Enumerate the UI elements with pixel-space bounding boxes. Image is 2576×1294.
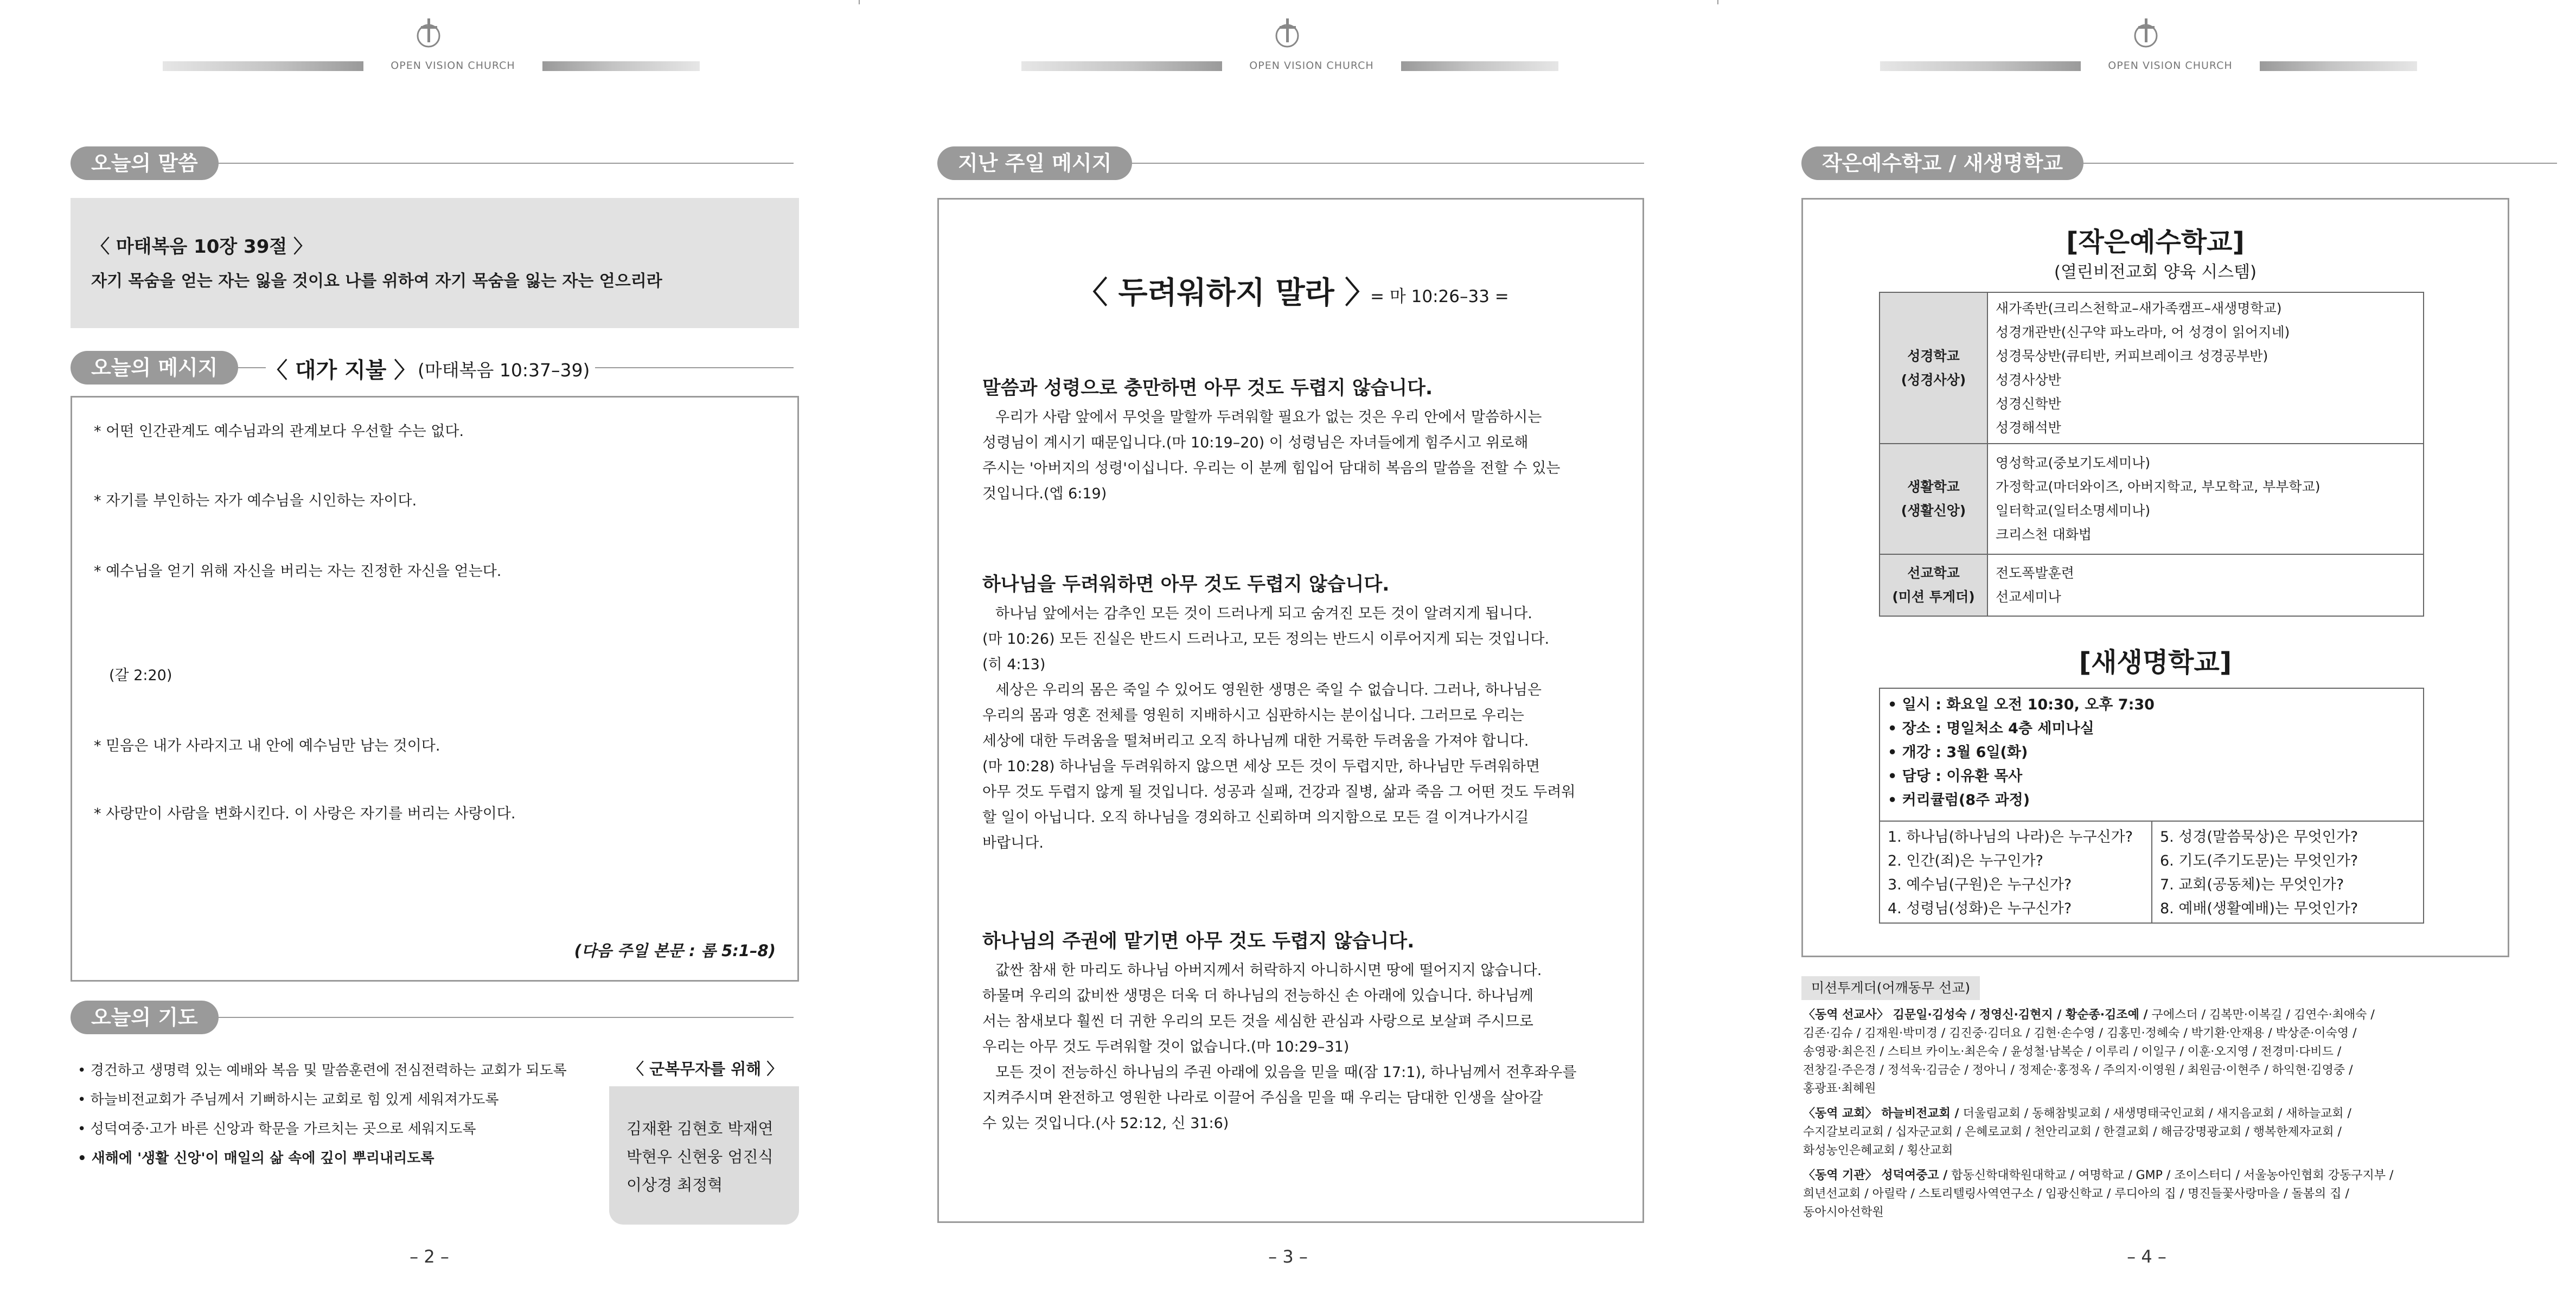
church-logo-icon [2133, 16, 2160, 52]
school-name: 선교학교 [1907, 565, 1960, 581]
school2-box [1879, 688, 2424, 924]
mission-line: 김존·김슈 / 김재원·박미경 / 김진중·김더요 / 김현·손수영 / 김홍민·정혜숙 / 박기환·안재용 / 박상준·이숙영 / [1803, 1027, 2357, 1040]
message-reference: (마태복음 10:37–39) [418, 356, 595, 382]
paragraph-line: 것입니다.(엡 6:19) [982, 485, 1107, 502]
header-bar-right [542, 61, 700, 71]
school-item: 일터학교(일터소명세미나) [1996, 503, 2151, 518]
curriculum-column-divider [2151, 821, 2152, 923]
mission-header [1801, 976, 2509, 1000]
school-name-sub: (미션 투게더) [1892, 589, 1975, 605]
header-bar-left [1021, 61, 1222, 71]
message-point: * 자기를 부인하는 자가 예수님을 시인하는 자이다. [94, 492, 417, 509]
school2-title: [새생명학교] [2079, 647, 2232, 678]
message-box [71, 396, 799, 982]
mission-line: 동아시아선학원 [1803, 1206, 1884, 1219]
school-item: 성경묵상반(큐티반, 커피브레이크 성경공부반) [1996, 348, 2268, 364]
curriculum-item: 3. 예수님(구원)은 누구신가? [1888, 876, 2072, 893]
sermon-reference: = 마 10:26–33 = [1370, 287, 1509, 306]
school-item: 영성학교(중보기도세미나) [1996, 455, 2151, 471]
paragraph-line: 우리의 몸과 영혼 전체를 영원히 지배하시고 심판하시는 분이십니다. 그러므로 우리는 [982, 707, 1524, 724]
mission-group-label: 〈동역 기관〉 성덕여중고 / [1803, 1169, 1948, 1182]
verse-box [71, 198, 799, 328]
mission-group-label: 〈동역 선교사〉 김문일·김성숙 / 정영신·김현지 / 황순종·김조예 / [1803, 1008, 2148, 1022]
paragraph-line: 할 일이 아닙니다. 오직 하나님을 경외하고 신뢰하며 의지함으로 모든 걸 이겨나가시길 [982, 809, 1529, 826]
sermon-heading-2: 하나님을 두려워하면 아무 것도 두렵지 않습니다. [982, 574, 1390, 595]
prayer-item: • 경건하고 생명력 있는 예배와 복음 및 말씀훈련에 전심전력하는 교회가 되도록 [78, 1062, 567, 1079]
mission-line: 송영광·최은진 / 스티브 카이노·최은숙 / 윤성철·남복순 / 이루리 / 이일구 / 이훈·오지영 / 전경미·다비드 / [1803, 1045, 2342, 1059]
header-bar-left [163, 61, 363, 71]
page-header [1717, 16, 2576, 76]
sermon-paragraph-1 [982, 405, 1606, 507]
military-names: 김재환 김현호 박재연 [627, 1119, 774, 1138]
page-number: – 3 – [1268, 1246, 1308, 1267]
sermon-box [937, 198, 1644, 1223]
curriculum-item: 5. 성경(말씀묵상)은 무엇인가? [2160, 829, 2358, 845]
school-name: 성경학교 [1907, 348, 1960, 364]
curriculum-left [1888, 825, 2133, 921]
school-item: 크리스천 대화법 [1996, 527, 2092, 542]
page-2 [0, 0, 859, 1294]
word-section-header [71, 146, 794, 180]
paragraph-line: 지켜주시며 완전하고 영원한 나라로 이끌어 주심을 믿을 때 우리는 담대한 인생을 살아갈 [982, 1090, 1543, 1106]
info-item: • 개강 : 3월 6일(화) [1888, 744, 2028, 761]
school-name: 생활학교 [1907, 479, 1960, 495]
prayer-section-header [71, 1001, 794, 1034]
schools-box [1801, 198, 2509, 957]
mission-line: 전창길·주은경 / 정석욱·김금순 / 정아니 / 정제순·홍정옥 / 주의지·이영원 / 최원금·이현주 / 하익현·김영중 / [1803, 1064, 2353, 1077]
school-name-cell [1880, 292, 1987, 444]
school1-subtitle: (열린비전교회 양육 시스템) [2054, 262, 2257, 282]
paragraph-line: (히 4:13) [982, 656, 1046, 673]
school-item: 성경해석반 [1996, 419, 2061, 435]
school-name-sub: (생활신앙) [1901, 503, 1966, 518]
mission-group-line [1803, 1006, 2508, 1024]
school-item: 성경사상반 [1996, 371, 2061, 388]
mission-line: 희년선교회 / 아릴락 / 스토리텔링사역연구소 / 임광신학교 / 루디아의 집 / 명진들꽃사랑마을 / 돌봄의 집 / [1803, 1187, 2349, 1201]
mission-group-line [1803, 1105, 2508, 1123]
paragraph-line: 서는 참새보다 훨씬 더 귀한 우리의 모든 것을 세심한 관심과 사랑으로 보살펴 주시므로 [982, 1013, 1533, 1030]
school-item: 전도폭발훈련 [1996, 565, 2074, 581]
message-section-header [71, 351, 794, 385]
mission-title: 미션투게더(어깨동무 선교) [1801, 976, 1980, 1000]
schools-section-header [1801, 146, 2557, 180]
paragraph-line: 주시는 '아버지의 성령'이십니다. 우리는 이 분께 힘입어 담대히 복음의 말씀을 전할 수 있는 [982, 460, 1561, 477]
paragraph-line: (마 10:26) 모든 진실은 반드시 드러나고, 모든 정의는 반드시 이루어지게 되는 것입니다. [982, 631, 1550, 648]
sermon-section-header [937, 146, 1644, 180]
mission-line: 합동신학대학원대학교 / 여명학교 / GMP / 조이스터디 / 서울농아인협회 강동구지부 / [1951, 1169, 2394, 1182]
paragraph-line: 하나님 앞에서는 감추인 모든 것이 드러나게 되고 숨겨진 모든 것이 알려지게 됩니다. [995, 605, 1532, 622]
church-name: OPEN VISION CHURCH [1249, 60, 1374, 72]
mission-group-label: 〈동역 교회〉 하늘비전교회 / [1803, 1107, 1959, 1120]
page-number: – 2 – [410, 1246, 449, 1267]
school-item: 새가족반(크리스천학교–새가족캠프–새생명학교) [1996, 300, 2282, 316]
message-point: * 사랑만이 사람을 변화시킨다. 이 사랑은 자기를 버리는 사랑이다. [94, 805, 516, 822]
paragraph-line: 세상은 우리의 몸은 죽일 수 있어도 영원한 생명은 죽일 수 없습니다. 그러나, 하나님은 [995, 682, 1542, 699]
paragraph-line: 성령님이 계시기 때문입니다.(마 10:19–20) 이 성령님은 자녀들에게 힘주시고 위로해 [982, 434, 1529, 451]
military-names: 이상경 최정혁 [627, 1176, 723, 1194]
mission-line: 더울림교회 / 동해참빛교회 / 새생명태국인교회 / 새지음교회 / 새하늘교회 / [1963, 1107, 2351, 1120]
school1-title: [작은예수학교] [2066, 227, 2245, 258]
message-point: * 믿음은 내가 사라지고 내 안에 예수님만 남는 것이다. [94, 738, 440, 754]
church-logo-icon [1274, 16, 1301, 52]
school-items-cell [1987, 444, 2424, 554]
next-week-reference: (다음 주일 본문 : 롬 5:1–8) [574, 941, 776, 960]
page-header [859, 16, 1717, 76]
school1-table [1879, 292, 2424, 617]
sermon-paragraph-3 [982, 958, 1606, 1136]
paragraph-line: 세상에 대한 두려움을 떨쳐버리고 오직 하나님께 대한 거룩한 두려움을 가져야 합니다. [982, 733, 1529, 750]
info-item: • 장소 : 명일처소 4층 세미나실 [1888, 720, 2094, 737]
section-title: 작은예수학교 / 새생명학교 [1801, 146, 2083, 180]
mission-list [1803, 1006, 2508, 1222]
table-row [1880, 444, 2424, 554]
crop-mark [859, 0, 860, 4]
curriculum-item: 1. 하나님(하나님의 나라)은 누구신가? [1888, 829, 2133, 845]
table-row [1880, 292, 2424, 444]
mission-line: 구에스더 / 김복만·이복길 / 김연수·최애숙 / [2151, 1008, 2375, 1022]
mission-line: 수지갈보리교회 / 십자군교회 / 은혜로교회 / 천안리교회 / 한결교회 / 해금강명광교회 / 행복한제자교회 / [1803, 1125, 2342, 1139]
school-item: 성경개관반(신구약 파노라마, 어 성경이 읽어지네) [1996, 324, 2290, 340]
header-bar-right [2260, 61, 2417, 71]
message-title: 〈 대가 지불 〉 [266, 353, 419, 384]
page-4 [1717, 0, 2576, 1294]
church-logo-icon [416, 16, 443, 52]
paragraph-line: 우리가 사람 앞에서 무엇을 말할까 두려워할 필요가 없는 것은 우리 안에서 말씀하시는 [995, 409, 1542, 426]
message-point-reference: (갈 2:20) [109, 667, 172, 684]
section-title: 오늘의 메시지 [71, 351, 238, 385]
sermon-heading-3: 하나님의 주권에 맡기면 아무 것도 두렵지 않습니다. [982, 931, 1415, 952]
military-prayer-box [609, 1049, 799, 1225]
curriculum-right [2160, 825, 2358, 921]
verse-text: 자기 목숨을 얻는 자는 잃을 것이요 나를 위하여 자기 목숨을 잃는 자는 얻으리라 [91, 272, 662, 291]
paragraph-line: 아무 것도 두렵지 않게 될 것입니다. 성공과 실패, 건강과 질병, 삶과 죽음 그 어떤 것도 두려워 [982, 784, 1576, 800]
school-item: 선교세미나 [1996, 589, 2061, 605]
school-name-cell [1880, 554, 1987, 616]
paragraph-line: 값싼 참새 한 마리도 하나님 아버지께서 허락하지 아니하시면 땅에 떨어지지 않습니다. [995, 962, 1542, 979]
curriculum-item: 8. 예배(생활예배)는 무엇인가? [2160, 900, 2358, 917]
paragraph-line: 우리는 아무 것도 두려워할 것이 없습니다.(마 10:29–31) [982, 1039, 1350, 1055]
header-bar-right [1401, 61, 1558, 71]
section-title: 오늘의 기도 [71, 1001, 219, 1034]
sermon-paragraph-2 [982, 601, 1606, 856]
sermon-title: 〈 두려워하지 말라 〉 [1077, 276, 1376, 311]
military-title: 〈 군복무자를 위해 〉 [628, 1060, 783, 1078]
prayer-item: • 성덕여중·고가 바른 신앙과 학문을 가르치는 곳으로 세워지도록 [78, 1121, 476, 1137]
crop-mark [1717, 0, 1718, 4]
page-number: – 4 – [2127, 1246, 2166, 1267]
paragraph-line: 바랍니다. [982, 835, 1044, 851]
info-item: • 담당 : 이유환 목사 [1888, 768, 2023, 785]
message-point: * 어떤 인간관계도 예수님과의 관계보다 우선할 수는 없다. [94, 423, 464, 440]
curriculum-item: 2. 인간(죄)은 누구인가? [1888, 853, 2043, 869]
table-row [1880, 554, 2424, 616]
school-name-cell [1880, 444, 1987, 554]
curriculum-item: 7. 교회(공동체)는 무엇인가? [2160, 876, 2344, 893]
page-header [0, 16, 859, 76]
section-title: 지난 주일 메시지 [937, 146, 1132, 180]
mission-group-line [1803, 1167, 2508, 1185]
school-items-cell [1987, 554, 2424, 616]
school-items-cell [1987, 292, 2424, 444]
church-name: OPEN VISION CHURCH [391, 60, 515, 72]
school2-info [1888, 693, 2155, 812]
info-item: • 일시 : 화요일 오전 10:30, 오후 7:30 [1888, 696, 2155, 713]
page-3 [859, 0, 1717, 1294]
mission-line: 홍광표·최혜원 [1803, 1082, 1876, 1096]
sermon-heading-1: 말씀과 성령으로 충만하면 아무 것도 두렵지 않습니다. [982, 377, 1433, 399]
header-bar-left [1880, 61, 2081, 71]
paragraph-line: 수 있는 것입니다.(사 52:12, 신 31:6) [982, 1115, 1229, 1132]
church-name: OPEN VISION CHURCH [2108, 60, 2233, 72]
section-title: 오늘의 말씀 [71, 146, 219, 180]
message-point: * 예수님을 얻기 위해 자신을 버리는 자는 진정한 자신을 얻는다. [94, 563, 502, 580]
school-item: 가정학교(마더와이즈, 아버지학교, 부모학교, 부부학교) [1996, 479, 2321, 495]
info-item: • 커리큘럼(8주 과정) [1888, 792, 2030, 809]
paragraph-line: 하물며 우리의 값비싼 생명은 더욱 더 하나님의 전능하신 손 아래에 있습니다. 하나님께 [982, 988, 1533, 1004]
school-name-sub: (성경사상) [1901, 371, 1966, 388]
military-names: 박현우 신현웅 엄진식 [627, 1148, 774, 1166]
paragraph-line: (마 10:28) 하나님을 두려워하지 않으면 세상 모든 것이 두렵지만, 하나님만 두려워하면 [982, 758, 1540, 775]
mission-line: 화성농인은혜교회 / 횡산교회 [1803, 1144, 1953, 1157]
curriculum-item: 4. 성령님(성화)은 누구신가? [1888, 900, 2072, 917]
school-item: 성경신학반 [1996, 395, 2061, 412]
verse-reference: 〈 마태복음 10장 39절 〉 [91, 236, 312, 258]
paragraph-line: 모든 것이 전능하신 하나님의 주권 아래에 있음을 믿을 때(잠 17:1), 하나님께서 전후좌우를 [995, 1064, 1577, 1081]
curriculum-item: 6. 기도(주기도문)는 무엇인가? [2160, 853, 2358, 869]
prayer-item: • 하늘비전교회가 주님께서 기뻐하시는 교회로 힘 있게 세워져가도록 [78, 1092, 499, 1108]
prayer-item: • 새해에 '생활 신앙'이 매일의 삶 속에 깊이 뿌리내리도록 [78, 1150, 434, 1167]
